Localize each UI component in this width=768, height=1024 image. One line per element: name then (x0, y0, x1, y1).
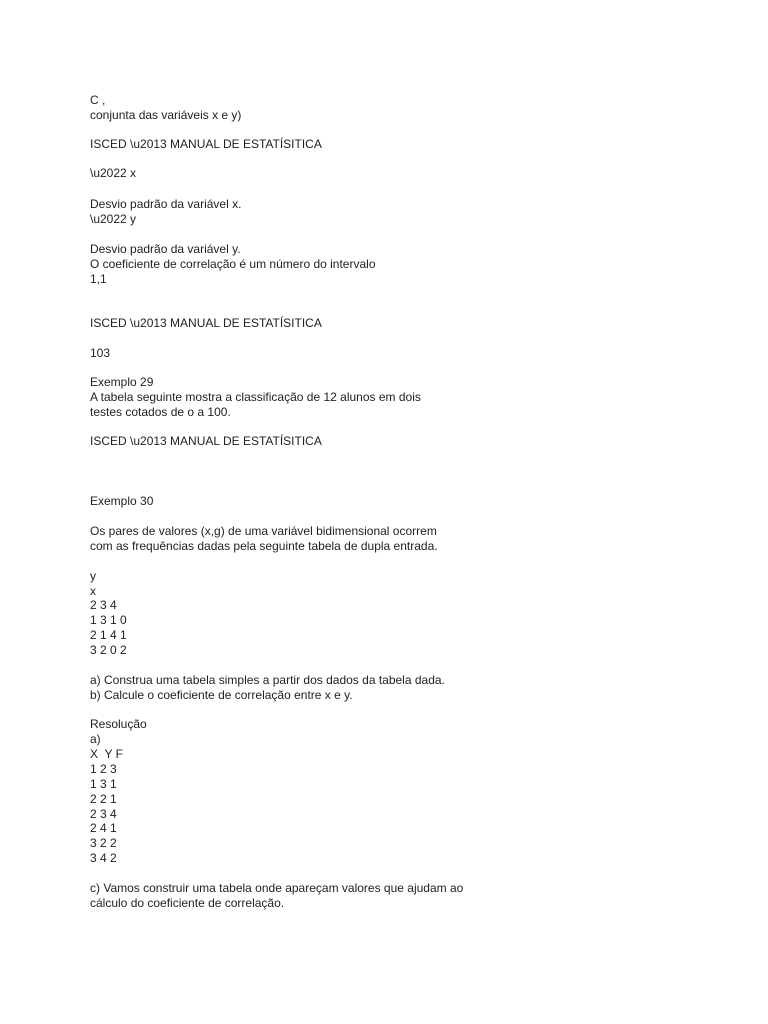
page-number: 103 (90, 346, 111, 360)
manual-header: ISCED \u2013 MANUAL DE ESTATÍSITICA (90, 137, 322, 151)
table-line: x (90, 584, 96, 598)
table-line: 3 2 2 (90, 836, 117, 850)
text-line: \u2022 y (90, 212, 137, 226)
table-line: 1 3 1 0 (90, 613, 127, 627)
table-line: 3 2 0 2 (90, 643, 127, 657)
text-line: a) Construa uma tabela simples a partir dos dados da tabela dada. (90, 673, 445, 687)
text-line: Os pares de valores (x,g) de uma variável bidimensional ocorrem (90, 524, 437, 538)
text-line: cálculo do coeficiente de correlação. (90, 896, 285, 910)
section-heading: Resolução (90, 717, 147, 731)
text-line: testes cotados de o a 100. (90, 405, 231, 419)
text-line: c) Vamos construir uma tabela onde apareçam valores que ajudam ao (90, 881, 464, 895)
text-line: conjunta das variáveis x e y) (90, 108, 242, 122)
table-line: 2 1 4 1 (90, 628, 127, 642)
text-line: a) (90, 732, 101, 746)
table-line: 1 2 3 (90, 762, 117, 776)
text-line: 1,1 (90, 272, 107, 286)
table-line: X Y F (90, 747, 123, 761)
manual-header: ISCED \u2013 MANUAL DE ESTATÍSITICA (90, 434, 322, 448)
example-heading: Exemplo 30 (90, 494, 154, 508)
text-line: A tabela seguinte mostra a classificação de 12 alunos em dois (90, 390, 421, 404)
text-line: \u2022 x (90, 166, 137, 180)
table-line: 2 2 1 (90, 792, 117, 806)
example-heading: Exemplo 29 (90, 375, 154, 389)
manual-header: ISCED \u2013 MANUAL DE ESTATÍSITICA (90, 316, 322, 330)
table-line: 1 3 1 (90, 777, 117, 791)
table-line: y (90, 569, 96, 583)
text-line: Desvio padrão da variável y. (90, 242, 241, 256)
text-line: O coeficiente de correlação é um número do intervalo (90, 257, 376, 271)
text-line: com as frequências dadas pela seguinte tabela de dupla entrada. (90, 539, 438, 553)
table-line: 2 3 4 (90, 807, 117, 821)
text-line: Desvio padrão da variável x. (90, 197, 242, 211)
table-line: 2 3 4 (90, 598, 117, 612)
table-line: 3 4 2 (90, 851, 117, 865)
text-line: b) Calcule o coeficiente de correlação entre x e y. (90, 688, 353, 702)
table-line: 2 4 1 (90, 821, 117, 835)
text-line: C , (90, 93, 106, 107)
